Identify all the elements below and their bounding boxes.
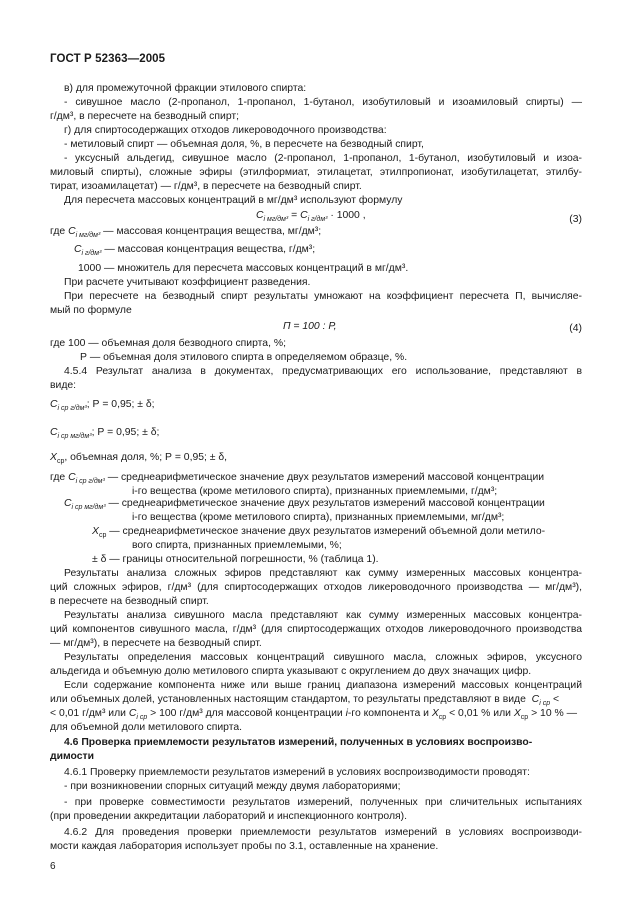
text-line: где 100 — объемная доля безводного спирта, %; bbox=[50, 338, 286, 349]
text-part: > 100 г/дм³ для массовой концентрации bbox=[150, 708, 343, 719]
text-line: - при возникновении спорных ситуаций между двумя лабораториями; bbox=[64, 781, 401, 792]
where-desc: — массовая концентрация вещества, г/дм³; bbox=[104, 244, 316, 255]
formula-3-number: (3) bbox=[569, 214, 582, 225]
result-tail: ; Р = 0,95; ± δ; bbox=[86, 399, 155, 410]
text-line: мости каждая лаборатория использует пробы по 3.1, оставленные на хранение. bbox=[50, 841, 439, 852]
formula-3: $C_{i мг/дм^3} = C_{i г/дм^3} \cdot 1000$ , bbox=[256, 210, 366, 224]
definition-line: i-го вещества (кроме метилового спирта), признанных приемлемыми, г/дм³; bbox=[132, 486, 498, 497]
text-line: 1000 — множитель для пересчета массовых концентраций в мг/дм³. bbox=[78, 263, 409, 274]
text-line: - сивушное масло (2-пропанол, 1-пропанол, 1-бутанол, изобутиловый и изоамиловый спирты) — bbox=[64, 97, 582, 108]
section-heading: 4.6 Проверка приемлемости результатов измерений, полученных в условиях воспроизво- bbox=[64, 737, 533, 748]
where-line: $C_{i г/дм^3}$ — массовая концентрация вещества, г/дм³; bbox=[74, 244, 316, 258]
text-line: Результаты определения массовых концентраций сивушного масла, сложных эфиров, уксусного bbox=[64, 652, 582, 663]
text-line: в) для промежуточной фракции этилового спирта: bbox=[64, 83, 307, 94]
result-tail: , объемная доля, %; Р = 0,95; ± δ, bbox=[64, 452, 228, 463]
text-line: — мг/дм³), в пересчете на безводный спирт. bbox=[50, 638, 262, 649]
result-form-3: $X_{ср}$, объемная доля, %; Р = 0,95; ± δ, bbox=[50, 452, 228, 466]
text-part: -го компонента и bbox=[347, 708, 429, 719]
text-part: < 0,01 г/дм³ или bbox=[50, 708, 126, 719]
definition-line: ± δ — границы относительной погрешности, % (таблица 1). bbox=[92, 554, 379, 565]
text-line: 4.5.4 Результат анализа в документах, предусматривающих его использование, представляют в bbox=[64, 366, 582, 377]
definition-line: i-го вещества (кроме метилового спирта), признанных приемлемыми, мг/дм³; bbox=[132, 512, 505, 523]
text-line: виде: bbox=[50, 380, 77, 391]
text-line: или объемных долей, установленных настоящим стандартом, то результаты представляют в виде $C_{i ср}$ < bbox=[50, 694, 560, 708]
definition-text: — среднеарифметическое значение двух результатов измерений массовой концентрации bbox=[107, 472, 545, 483]
text-line: мый по формуле bbox=[50, 305, 132, 316]
definition-text: — среднеарифметическое значение двух результатов измерений массовой концентрации bbox=[108, 498, 545, 509]
text-line: При расчете учитывают коэффициент разведения. bbox=[64, 277, 311, 288]
text-part: < 0,01 % или bbox=[449, 708, 511, 719]
text-line: < 0,01 г/дм³ или $C_{i ср} > 100$ г/дм³ для массовой концентрации i-го компонента и $X_{ср} < 0,01$ % или $X_{ср} > 10$ % — bbox=[50, 708, 578, 722]
text-line: миловый спирты), сложные эфиры (этилформиат, этилацетат, этилпропионат, изобутилацетат, этилбу- bbox=[50, 167, 582, 178]
text-part: > 10 % — bbox=[531, 708, 578, 719]
text-line: - метиловый спирт — объемная доля, %, в пересчете на безводный спирт, bbox=[64, 139, 424, 150]
text-line: (при проведении аккредитации лабораторий и инспекционного контроля). bbox=[50, 811, 407, 822]
text-line: При пересчете на безводный спирт результаты умножают на коэффициент пересчета П, вычисляе- bbox=[64, 291, 582, 302]
page-number: 6 bbox=[50, 861, 56, 872]
text-line: ций компонентов сивушного масла, г/дм³ (для спиртосодержащих отходов ликероводочного производства bbox=[50, 624, 582, 635]
definition-line: $X_{ср}$ — среднеарифметическое значение двух результатов измерений объемной доли метило- bbox=[92, 526, 546, 540]
text-line: Результаты анализа сивушного масла представляют как сумму измеренных массовых концентра- bbox=[64, 610, 582, 621]
definition-line: где $C_{i ср г/дм^3}$ — среднеарифметическое значение двух результатов измерений массовой концентрации bbox=[50, 472, 545, 486]
text-line: г/дм³, в пересчете на безводный спирт; bbox=[50, 111, 240, 122]
document-header: ГОСТ Р 52363—2005 bbox=[50, 53, 166, 65]
text-line: - уксусный альдегид, сивушное масло (2-пропанол, 1-пропанол, 1-бутанол, изобутиловый и изоа- bbox=[64, 153, 582, 164]
section-heading: димости bbox=[50, 751, 94, 762]
formula-4: П = 100 : Р, bbox=[283, 321, 337, 332]
text-line: Для пересчета массовых концентраций в мг/дм³ используют формулу bbox=[64, 195, 403, 206]
text-line: 4.6.2 Для проведения проверки приемлемости результатов измерений в условиях воспроизводи- bbox=[64, 827, 582, 838]
result-form-2: $C_{i ср мг/дм^3}$; Р = 0,95; ± δ; bbox=[50, 427, 160, 441]
text-line: ций сложных эфиров, г/дм³ (для спиртосодержащих отходов ликероводочного производства — мг/дм³), bbox=[50, 582, 582, 593]
text-line: г) для спиртосодержащих отходов ликероводочного производства: bbox=[64, 125, 387, 136]
text-line: в пересчете на безводный спирт. bbox=[50, 596, 209, 607]
text-line: тират, изоамилацетат) — г/дм³, в пересчете на безводный спирт. bbox=[50, 181, 362, 192]
text-line: альдегида и объемную долю метилового спирта указывают с округлением до двух значащих цифр. bbox=[50, 666, 532, 677]
text-line: Если содержание компонента ниже или выше границ диапазона измерений массовых концентраций bbox=[64, 680, 582, 691]
text-line: Р — объемная доля этилового спирта в определяемом образце, %. bbox=[80, 352, 408, 363]
definition-line: $C_{i ср мг/дм^3}$ — среднеарифметическое значение двух результатов измерений массовой концентрации bbox=[64, 498, 545, 512]
text-line: для объемной доли метилового спирта. bbox=[50, 722, 243, 733]
text-line: - при проверке совместимости результатов измерений, полученных при сличительных испытаниях bbox=[64, 797, 582, 808]
where-line: где $C_{i мг/дм^3}$ — массовая концентрация вещества, мг/дм³; bbox=[50, 226, 322, 240]
result-form-1: $C_{i ср г/дм^3}$; Р = 0,95; ± δ; bbox=[50, 399, 155, 413]
text-part: или объемных долей, установленных настоящим стандартом, то результаты представляют в виде bbox=[50, 694, 526, 705]
formula-4-number: (4) bbox=[569, 323, 582, 334]
result-tail: ; Р = 0,95; ± δ; bbox=[91, 427, 160, 438]
text-line: 4.6.1 Проверку приемлемости результатов измерений в условиях воспроизводимости проводят: bbox=[64, 767, 530, 778]
where-desc: — массовая концентрация вещества, мг/дм³; bbox=[103, 226, 322, 237]
definition-text: — среднеарифметическое значение двух результатов измерений объемной доли метило- bbox=[109, 526, 546, 537]
text-line: Результаты анализа сложных эфиров представляют как сумму измеренных массовых концентра- bbox=[64, 568, 582, 579]
definition-line: вого спирта, признанных приемлемыми, %; bbox=[132, 540, 342, 551]
